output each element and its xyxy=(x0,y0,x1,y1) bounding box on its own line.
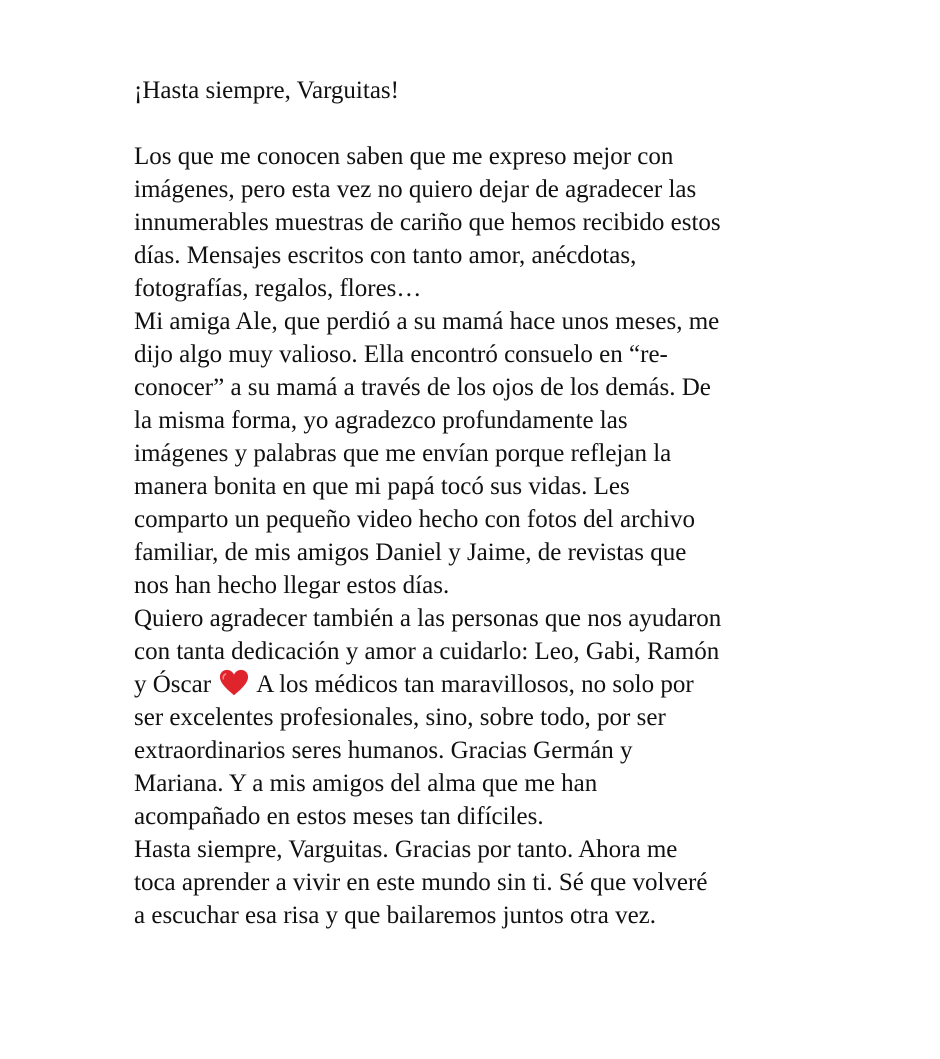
text-line: comparto un pequeño video hecho con fotos del archivo xyxy=(134,506,695,533)
text-line: Los que me conocen saben que me expreso mejor con xyxy=(134,143,674,170)
text-line: días. Mensajes escritos con tanto amor, anécdotas, xyxy=(134,242,637,269)
red-heart-icon xyxy=(219,668,249,698)
text-line: innumerables muestras de cariño que hemos recibido estos xyxy=(134,209,721,236)
text-line-with-heart xyxy=(134,668,834,701)
text-line: conocer” a su mamá a través de los ojos de los demás. De xyxy=(134,374,711,401)
text-line: nos han hecho llegar estos días. xyxy=(134,572,450,599)
letter-title: ¡Hasta siempre, Varguitas! xyxy=(134,77,399,104)
text-line: manera bonita en que mi papá tocó sus vidas. Les xyxy=(134,473,630,500)
text-line: toca aprender a vivir en este mundo sin ti. Sé que volveré xyxy=(134,869,708,896)
text-line: imágenes, pero esta vez no quiero dejar de agradecer las xyxy=(134,176,697,203)
text-line: Mi amiga Ale, que perdió a su mamá hace unos meses, me xyxy=(134,308,720,335)
text-line: la misma forma, yo agradezco profundamente las xyxy=(134,407,628,434)
text-line: fotografías, regalos, flores… xyxy=(134,275,422,302)
text-segment: A los médicos tan maravillosos, no solo por xyxy=(256,671,694,698)
text-line: dijo algo muy valioso. Ella encontró consuelo en “re- xyxy=(134,341,668,368)
text-line: a escuchar esa risa y que bailaremos juntos otra vez. xyxy=(134,902,657,929)
text-line: acompañado en estos meses tan difíciles. xyxy=(134,803,544,830)
text-line: familiar, de mis amigos Daniel y Jaime, de revistas que xyxy=(134,539,687,566)
text-line: extraordinarios seres humanos. Gracias Germán y xyxy=(134,737,633,764)
text-line: Quiero agradecer también a las personas que nos ayudaron xyxy=(134,605,722,632)
text-segment: y Óscar xyxy=(134,671,212,698)
paragraph-gap xyxy=(134,107,834,140)
letter-text xyxy=(134,74,834,932)
text-line: Hasta siempre, Varguitas. Gracias por tanto. Ahora me xyxy=(134,836,678,863)
text-line: Mariana. Y a mis amigos del alma que me han xyxy=(134,770,598,797)
text-line: ser excelentes profesionales, sino, sobre todo, por ser xyxy=(134,704,666,731)
text-line: con tanta dedicación y amor a cuidarlo: Leo, Gabi, Ramón xyxy=(134,638,720,665)
text-line: imágenes y palabras que me envían porque reflejan la xyxy=(134,440,672,467)
